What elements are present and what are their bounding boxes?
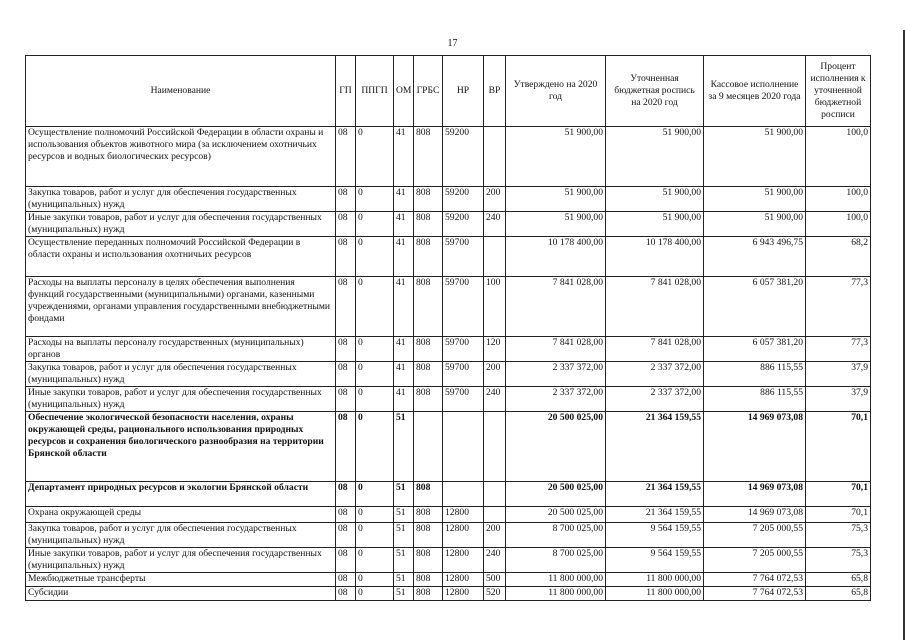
cell-om: 41 [394, 237, 414, 277]
cell-cash: 7 205 000,55 [704, 548, 806, 573]
cell-cash: 14 969 073,08 [704, 482, 806, 507]
cell-name: Департамент природных ресурсов и экологии Брянской области [26, 482, 336, 507]
cell-vr [484, 482, 506, 507]
table-row [26, 523, 871, 548]
cell-approved: 51 900,00 [506, 127, 606, 187]
cell-vr: 240 [484, 212, 506, 237]
cell-name: Охрана окружающей среды [26, 507, 336, 523]
cell-grbs: 808 [414, 127, 443, 187]
cell-vr: 120 [484, 337, 506, 362]
cell-approved: 20 500 025,00 [506, 412, 606, 482]
cell-approved: 2 337 372,00 [506, 387, 606, 412]
cell-name: Закупка товаров, работ и услуг для обеспечения государственных (муниципальных) нужд [26, 523, 336, 548]
cell-vr: 520 [484, 587, 506, 601]
cell-gp: 08 [336, 412, 356, 482]
table-row [26, 127, 871, 187]
table-row [26, 387, 871, 412]
cell-vr [484, 507, 506, 523]
header-om: ОМ [394, 56, 414, 127]
cell-refined: 51 900,00 [606, 212, 704, 237]
cell-approved: 20 500 025,00 [506, 482, 606, 507]
cell-om: 41 [394, 127, 414, 187]
cell-name: Иные закупки товаров, работ и услуг для обеспечения государственных (муниципальных) нужд [26, 387, 336, 412]
cell-approved: 8 700 025,00 [506, 523, 606, 548]
header-grbs: ГРБС [414, 56, 443, 127]
cell-vr: 240 [484, 387, 506, 412]
cell-cash: 6 943 496,75 [704, 237, 806, 277]
cell-refined: 11 800 000,00 [606, 573, 704, 587]
cell-vr [484, 237, 506, 277]
cell-grbs: 808 [414, 482, 443, 507]
cell-ppgp: 0 [356, 587, 394, 601]
cell-grbs: 808 [414, 187, 443, 212]
cell-vr: 200 [484, 187, 506, 212]
cell-np: 59200 [443, 187, 484, 212]
cell-ppgp: 0 [356, 412, 394, 482]
cell-ppgp: 0 [356, 523, 394, 548]
cell-np: 12800 [443, 507, 484, 523]
cell-ppgp: 0 [356, 548, 394, 573]
cell-cash: 14 969 073,08 [704, 412, 806, 482]
cell-approved: 7 841 028,00 [506, 337, 606, 362]
header-np: НР [443, 56, 484, 127]
cell-percent: 100,0 [806, 187, 871, 212]
header-percent: Процент исполнения к уточненной бюджетной росписи [806, 56, 871, 127]
cell-cash: 6 057 381,20 [704, 337, 806, 362]
table-row [26, 212, 871, 237]
cell-grbs: 808 [414, 362, 443, 387]
header-refined: Уточненная бюджетная роспись на 2020 год [606, 56, 704, 127]
header-gp: ГП [336, 56, 356, 127]
cell-grbs [414, 412, 443, 482]
cell-np: 59700 [443, 387, 484, 412]
header-vr: ВР [484, 56, 506, 127]
cell-refined: 21 364 159,55 [606, 482, 704, 507]
cell-percent: 65,8 [806, 587, 871, 601]
cell-approved: 11 800 000,00 [506, 573, 606, 587]
cell-name: Обеспечение экологической безопасности населения, охраны окружающей среды, рационального использования природных ресурсов и сохранения биологического разнообразия на территории Брянской области [26, 412, 336, 482]
cell-approved: 8 700 025,00 [506, 548, 606, 573]
cell-refined: 2 337 372,00 [606, 362, 704, 387]
cell-gp: 08 [336, 482, 356, 507]
cell-approved: 7 841 028,00 [506, 277, 606, 337]
table-row [26, 548, 871, 573]
cell-om: 51 [394, 548, 414, 573]
cell-gp: 08 [336, 212, 356, 237]
cell-cash: 6 057 381,20 [704, 277, 806, 337]
cell-percent: 75,3 [806, 548, 871, 573]
header-approved: Утверждено на 2020 год [506, 56, 606, 127]
cell-ppgp: 0 [356, 573, 394, 587]
cell-ppgp: 0 [356, 237, 394, 277]
cell-grbs: 808 [414, 387, 443, 412]
page-number: 17 [447, 38, 458, 49]
cell-grbs: 808 [414, 507, 443, 523]
cell-grbs: 808 [414, 237, 443, 277]
cell-name: Расходы на выплаты персоналу государственных (муниципальных) органов [26, 337, 336, 362]
cell-percent: 75,3 [806, 523, 871, 548]
cell-cash: 7 205 000,55 [704, 523, 806, 548]
cell-refined: 7 841 028,00 [606, 277, 704, 337]
cell-cash: 7 764 072,53 [704, 573, 806, 587]
cell-gp: 08 [336, 362, 356, 387]
cell-cash: 51 900,00 [704, 212, 806, 237]
cell-vr: 240 [484, 548, 506, 573]
cell-gp: 08 [336, 548, 356, 573]
table-body [26, 127, 871, 601]
cell-percent: 37,9 [806, 387, 871, 412]
cell-percent: 68,2 [806, 237, 871, 277]
cell-refined: 11 800 000,00 [606, 587, 704, 601]
cell-np: 59700 [443, 362, 484, 387]
cell-ppgp: 0 [356, 387, 394, 412]
table-row [26, 187, 871, 212]
cell-np [443, 412, 484, 482]
cell-name: Осуществление полномочий Российской Федерации в области охраны и использования объектов животного мира (за исключением охотничьих ресурсов и водных биологических ресурсов) [26, 127, 336, 187]
cell-grbs: 808 [414, 337, 443, 362]
table-row [26, 412, 871, 482]
cell-name: Иные закупки товаров, работ и услуг для обеспечения государственных (муниципальных) нужд [26, 212, 336, 237]
budget-table [25, 55, 871, 601]
cell-grbs: 808 [414, 587, 443, 601]
cell-cash: 886 115,55 [704, 387, 806, 412]
cell-np: 59200 [443, 127, 484, 187]
cell-refined: 51 900,00 [606, 127, 704, 187]
table-row [26, 507, 871, 523]
table-row [26, 337, 871, 362]
cell-approved: 51 900,00 [506, 212, 606, 237]
cell-np [443, 482, 484, 507]
table-header-row [26, 56, 871, 127]
table-row [26, 573, 871, 587]
cell-cash: 7 764 072,53 [704, 587, 806, 601]
cell-gp: 08 [336, 587, 356, 601]
cell-grbs: 808 [414, 548, 443, 573]
cell-name: Субсидии [26, 587, 336, 601]
cell-name: Расходы на выплаты персоналу в целях обеспечения выполнения функций государственными (муниципальными) органами, казенными учреждениями, органами управления государственными внебюджетными фондами [26, 277, 336, 337]
cell-om: 51 [394, 412, 414, 482]
cell-refined: 21 364 159,55 [606, 412, 704, 482]
cell-refined: 7 841 028,00 [606, 337, 704, 362]
cell-gp: 08 [336, 237, 356, 277]
cell-om: 41 [394, 362, 414, 387]
cell-percent: 77,3 [806, 277, 871, 337]
cell-approved: 51 900,00 [506, 187, 606, 212]
cell-percent: 77,3 [806, 337, 871, 362]
cell-np: 59700 [443, 337, 484, 362]
header-ppgp: ППГП [356, 56, 394, 127]
cell-ppgp: 0 [356, 362, 394, 387]
cell-approved: 20 500 025,00 [506, 507, 606, 523]
cell-np: 12800 [443, 523, 484, 548]
cell-cash: 51 900,00 [704, 127, 806, 187]
cell-gp: 08 [336, 387, 356, 412]
cell-ppgp: 0 [356, 187, 394, 212]
cell-gp: 08 [336, 507, 356, 523]
cell-ppgp: 0 [356, 127, 394, 187]
cell-percent: 70,1 [806, 507, 871, 523]
cell-percent: 65,8 [806, 573, 871, 587]
cell-refined: 51 900,00 [606, 187, 704, 212]
cell-refined: 21 364 159,55 [606, 507, 704, 523]
cell-gp: 08 [336, 187, 356, 212]
cell-refined: 9 564 159,55 [606, 548, 704, 573]
cell-refined: 2 337 372,00 [606, 387, 704, 412]
cell-om: 41 [394, 277, 414, 337]
cell-percent: 100,0 [806, 212, 871, 237]
cell-om: 51 [394, 482, 414, 507]
cell-vr: 200 [484, 523, 506, 548]
cell-grbs: 808 [414, 212, 443, 237]
cell-refined: 10 178 400,00 [606, 237, 704, 277]
cell-vr: 200 [484, 362, 506, 387]
cell-refined: 9 564 159,55 [606, 523, 704, 548]
cell-gp: 08 [336, 337, 356, 362]
cell-gp: 08 [336, 127, 356, 187]
cell-percent: 70,1 [806, 482, 871, 507]
table-row [26, 482, 871, 507]
cell-approved: 11 800 000,00 [506, 587, 606, 601]
cell-vr [484, 412, 506, 482]
table-row [26, 237, 871, 277]
cell-percent: 100,0 [806, 127, 871, 187]
cell-om: 41 [394, 212, 414, 237]
cell-name: Межбюджетные трансферты [26, 573, 336, 587]
cell-np: 59200 [443, 212, 484, 237]
cell-cash: 51 900,00 [704, 187, 806, 212]
cell-percent: 37,9 [806, 362, 871, 387]
cell-percent: 70,1 [806, 412, 871, 482]
cell-name: Закупка товаров, работ и услуг для обеспечения государственных (муниципальных) нужд [26, 187, 336, 212]
cell-om: 41 [394, 387, 414, 412]
cell-gp: 08 [336, 277, 356, 337]
cell-np: 12800 [443, 548, 484, 573]
cell-cash: 886 115,55 [704, 362, 806, 387]
cell-vr: 500 [484, 573, 506, 587]
cell-grbs: 808 [414, 573, 443, 587]
cell-gp: 08 [336, 573, 356, 587]
cell-ppgp: 0 [356, 212, 394, 237]
header-cash: Кассовое исполнение за 9 месяцев 2020 года [704, 56, 806, 127]
cell-grbs: 808 [414, 523, 443, 548]
cell-approved: 2 337 372,00 [506, 362, 606, 387]
cell-approved: 10 178 400,00 [506, 237, 606, 277]
cell-ppgp: 0 [356, 507, 394, 523]
cell-ppgp: 0 [356, 337, 394, 362]
table-row [26, 277, 871, 337]
cell-ppgp: 0 [356, 277, 394, 337]
cell-name: Осуществление переданных полномочий Российской Федерации в области охраны и использования охотничьих ресурсов [26, 237, 336, 277]
cell-grbs: 808 [414, 277, 443, 337]
cell-np: 59700 [443, 277, 484, 337]
cell-vr [484, 127, 506, 187]
cell-om: 51 [394, 523, 414, 548]
cell-om: 51 [394, 573, 414, 587]
cell-om: 51 [394, 587, 414, 601]
table-row [26, 362, 871, 387]
cell-np: 12800 [443, 587, 484, 601]
cell-np: 12800 [443, 573, 484, 587]
cell-om: 41 [394, 337, 414, 362]
cell-np: 59700 [443, 237, 484, 277]
table-row [26, 587, 871, 601]
header-name: Наименование [26, 56, 336, 127]
cell-cash: 14 969 073,08 [704, 507, 806, 523]
cell-vr: 100 [484, 277, 506, 337]
cell-ppgp: 0 [356, 482, 394, 507]
cell-gp: 08 [336, 523, 356, 548]
cell-name: Иные закупки товаров, работ и услуг для обеспечения государственных (муниципальных) нужд [26, 548, 336, 573]
cell-om: 51 [394, 507, 414, 523]
cell-om: 41 [394, 187, 414, 212]
cell-name: Закупка товаров, работ и услуг для обеспечения государственных (муниципальных) нужд [26, 362, 336, 387]
